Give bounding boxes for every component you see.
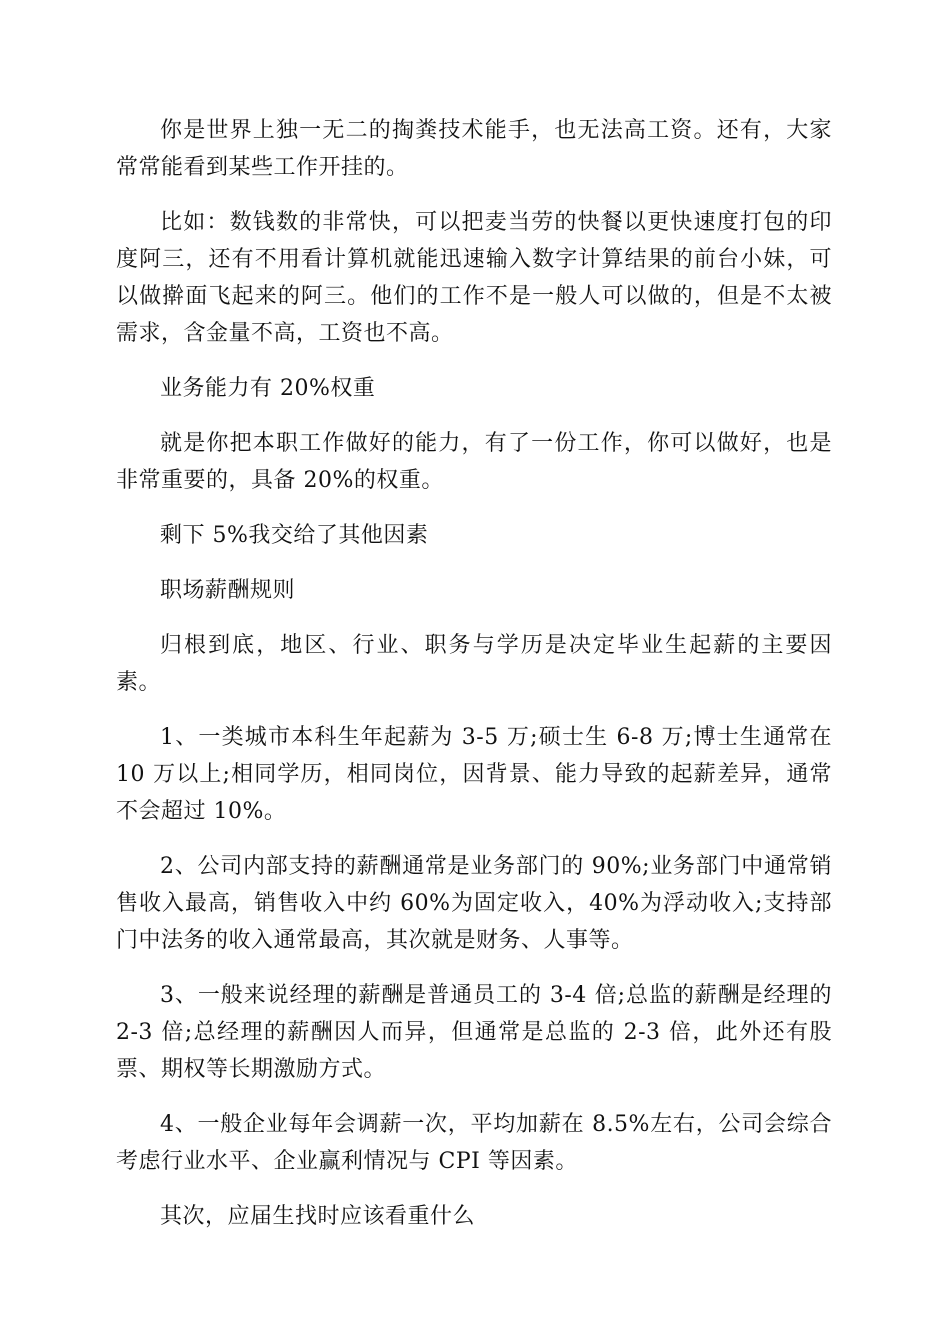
section-heading: 其次，应届生找时应该看重什么 xyxy=(160,1204,476,1229)
list-item: 4、一般企业每年会调薪一次，平均加薪在 8.5%左右，公司会综合考虑行业水平、企业赢利情况与 CPI 等因素。 xyxy=(116,1112,832,1174)
list-item: 3、一般来说经理的薪酬是普通员工的 3-4 倍;总监的薪酬是经理的 2-3 倍;总经理的薪酬因人而异，但通常是总监的 2-3 倍，此外还有股票、期权等长期激励方式。 xyxy=(116,983,832,1082)
paragraph: 就是你把本职工作做好的能力，有了一份工作，你可以做好，也是非常重要的，具备 20%的权重。 xyxy=(116,431,832,493)
section-heading: 职场薪酬规则 xyxy=(160,578,296,603)
document-body xyxy=(116,112,832,1253)
paragraph: 比如：数钱数的非常快，可以把麦当劳的快餐以更快速度打包的印度阿三，还有不用看计算机就能迅速输入数字计算结果的前台小妹，可以做擀面飞起来的阿三。他们的工作不是一般人可以做的，但是不太被需求，含金量不高，工资也不高。 xyxy=(116,210,832,346)
list-item: 1、一类城市本科生年起薪为 3-5 万;硕士生 6-8 万;博士生通常在 10 万以上;相同学历，相同岗位，因背景、能力导致的起薪差异，通常不会超过 10%。 xyxy=(116,725,832,824)
paragraph: 归根到底，地区、行业、职务与学历是决定毕业生起薪的主要因素。 xyxy=(116,633,832,695)
list-item: 2、公司内部支持的薪酬通常是业务部门的 90%;业务部门中通常销售收入最高，销售收入中约 60%为固定收入，40%为浮动收入;支持部门中法务的收入通常最高，其次就是财务、人事等。 xyxy=(116,854,832,953)
section-heading: 业务能力有 20%权重 xyxy=(160,376,376,401)
section-heading: 剩下 5%我交给了其他因素 xyxy=(160,523,429,548)
paragraph: 你是世界上独一无二的掏粪技术能手，也无法高工资。还有，大家常常能看到某些工作开挂的。 xyxy=(116,118,832,180)
